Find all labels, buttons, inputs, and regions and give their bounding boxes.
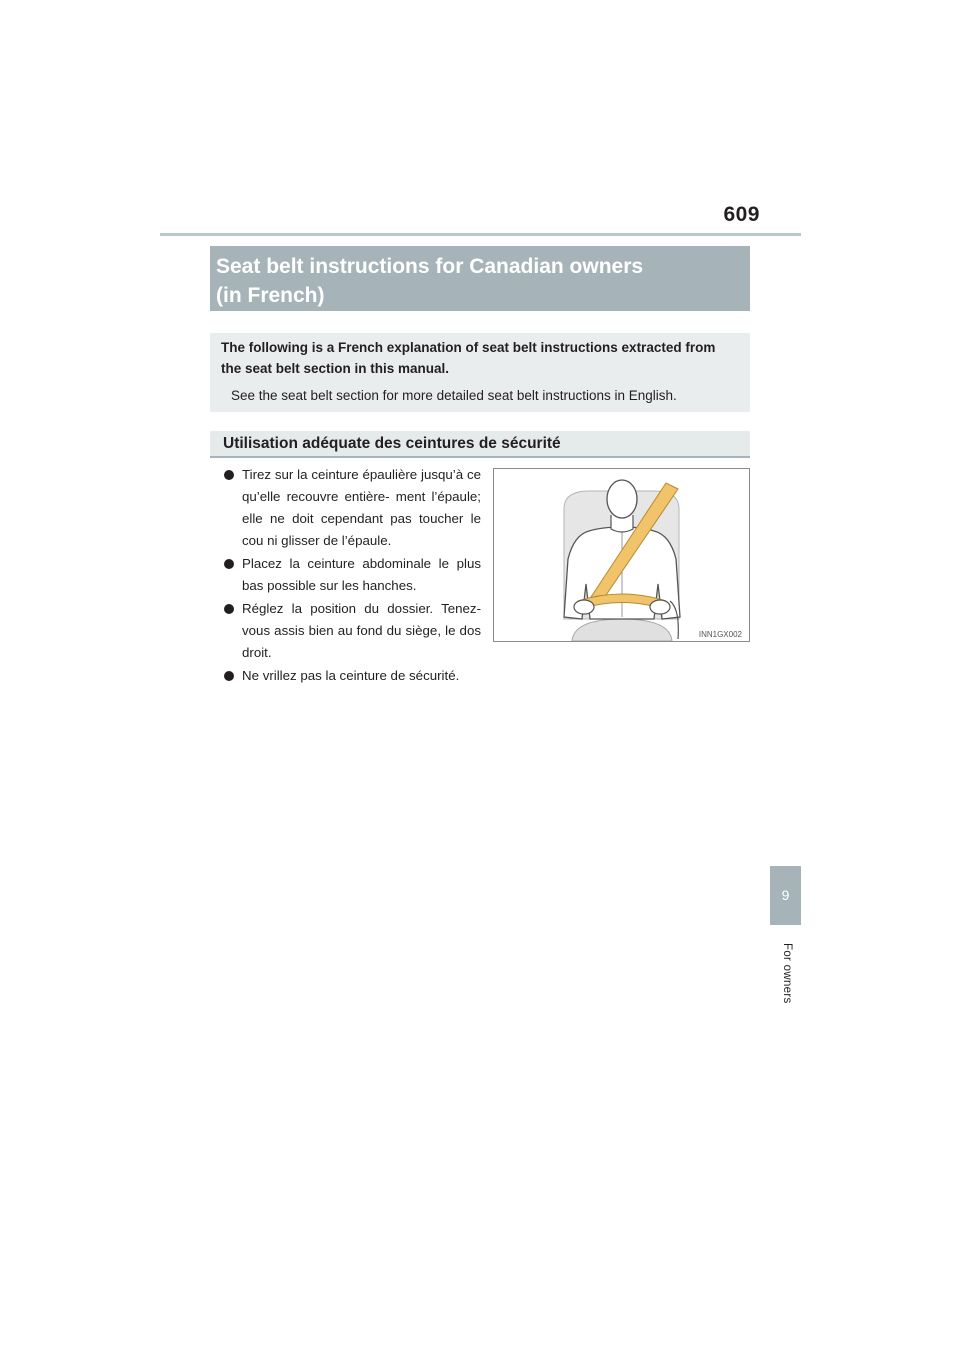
header-rule: [160, 233, 801, 236]
list-item: [224, 464, 481, 552]
bullet-dot-icon: [224, 470, 234, 480]
chapter-label: For owners: [781, 943, 793, 1004]
title-line-1: Seat belt instructions for Canadian owners: [216, 255, 644, 278]
intro-box: [210, 333, 750, 412]
bullet-dot-icon: [224, 604, 234, 614]
list-item: [224, 553, 481, 597]
title-line-2: (in French): [216, 284, 325, 307]
intro-note: See the seat belt section for more detailed seat belt instructions in English.: [231, 388, 677, 403]
page-number: 609: [723, 203, 760, 226]
figure-code: INN1GX002: [698, 630, 742, 639]
bullet-list: [224, 464, 481, 688]
bullet-dot-icon: [224, 559, 234, 569]
bullet-text: Tirez sur la ceinture épaulière jusqu’à ce qu’elle recouvre entière- ment l’épaule; elle ne doit cependant pas toucher le cou ni glisser de l’épaule.: [242, 467, 481, 548]
intro-bold-line-1: The following is a French explanation of seat belt instructions extracted from: [221, 340, 716, 355]
bullet-text: Placez la ceinture abdominale le plus bas possible sur les hanches.: [242, 556, 481, 593]
seatbelt-illustration: [493, 468, 750, 642]
seated-person-icon: [494, 469, 749, 641]
chapter-tab: 9: [770, 866, 801, 925]
list-item: [224, 665, 481, 687]
title-banner: [210, 246, 750, 311]
bullet-dot-icon: [224, 671, 234, 681]
list-item: [224, 598, 481, 664]
intro-bold-line-2: the seat belt section in this manual.: [221, 361, 450, 376]
section-heading: Utilisation adéquate des ceintures de sécurité: [210, 431, 750, 458]
bullet-text: Réglez la position du dossier. Tenez- vous assis bien au fond du siège, le dos droit.: [242, 601, 481, 660]
bullet-text: Ne vrillez pas la ceinture de sécurité.: [242, 668, 460, 683]
